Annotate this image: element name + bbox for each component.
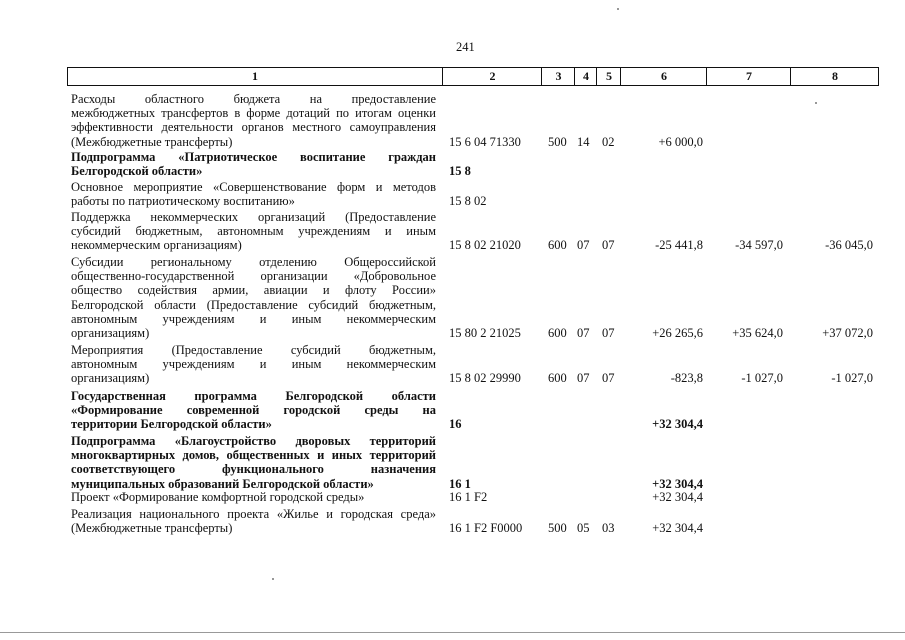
row-name-line: (Межбюджетные трансферты): [71, 134, 233, 149]
row-name-line: работы по патриотическому воспитанию»: [71, 194, 295, 209]
header-col-5: 5: [596, 68, 621, 85]
row-name: [71, 490, 436, 504]
row-code: 15 8 02 21020: [449, 238, 521, 253]
header-col-1: 1: [252, 69, 258, 83]
row-name-line: общественно-государственной организации «Добровольное: [71, 269, 436, 284]
row-name-line: Расходы областного бюджета на предоставление: [71, 92, 436, 106]
page-bottom-edge: [0, 632, 905, 633]
row-name-line: соответствующего функционального назначения: [71, 462, 436, 477]
row-name: [71, 150, 436, 178]
row-c8: -1 027,0: [831, 371, 873, 386]
row-c5: 02: [602, 134, 615, 149]
row-name-line: Основное мероприятие «Совершенствование форм и методов: [71, 180, 436, 194]
row-c7: -34 597,0: [735, 238, 783, 253]
row-c5: 07: [602, 326, 615, 340]
row-name-line: Поддержка некоммерческих организаций (Предоставление: [71, 210, 436, 224]
row-name-line: межбюджетных трансфертов в форме дотаций по итогам оценки: [71, 106, 436, 121]
scan-speck: [617, 8, 619, 10]
row-name-line: Проект «Формирование комфортной городской среды»: [71, 490, 365, 504]
row-c4: 14: [577, 134, 590, 149]
row-c7: +35 624,0: [732, 326, 783, 340]
row-name-line: Подпрограмма «Патриотическое воспитание граждан: [71, 150, 436, 164]
row-c6: +32 304,4: [652, 476, 703, 491]
row-c3: 600: [548, 238, 567, 253]
row-code: 15 8: [449, 164, 471, 179]
row-name-line: организациям): [71, 371, 150, 386]
row-c3: 500: [548, 521, 567, 536]
row-c3: 500: [548, 134, 567, 149]
row-name: [71, 255, 436, 340]
row-name-line: Мероприятия (Предоставление субсидий бюджетным,: [71, 343, 436, 357]
row-name-line: Подпрограмма «Благоустройство дворовых территорий: [71, 434, 436, 448]
row-code: 15 6 04 71330: [449, 134, 521, 149]
row-name: [71, 210, 436, 253]
header-col-8: 8: [790, 68, 879, 85]
row-name-line: Субсидии региональному отделению Общероссийской: [71, 255, 436, 269]
row-name: [71, 389, 436, 432]
row-c6: +6 000,0: [658, 134, 703, 149]
row-name: [71, 180, 436, 208]
row-name-line: некоммерческим организациям): [71, 238, 242, 253]
row-name-line: многоквартирных домов, общественных и иных территорий: [71, 448, 436, 463]
row-c5: 07: [602, 238, 615, 253]
row-c6: +26 265,6: [652, 326, 703, 340]
row-c4: 07: [577, 371, 590, 386]
row-c4: 07: [577, 326, 590, 340]
row-c8: +37 072,0: [822, 326, 873, 340]
row-name-line: организациям): [71, 326, 150, 341]
scan-speck: [815, 102, 817, 104]
row-name-line: Белгородской области»: [71, 164, 203, 179]
row-name-line: субсидий бюджетным, автономным учреждениям и иным: [71, 224, 436, 239]
row-c7: -1 027,0: [741, 371, 783, 386]
header-col-7: 7: [706, 68, 791, 85]
row-c3: 600: [548, 326, 567, 340]
row-name-line: «Формирование современной городской среды на: [71, 403, 436, 418]
row-c4: 05: [577, 521, 590, 536]
row-name-line: автономным учреждениям и иным некоммерческим: [71, 311, 436, 326]
row-code: 16: [449, 417, 462, 432]
row-c4: 07: [577, 238, 590, 253]
row-code: 15 8 02: [449, 194, 487, 209]
row-name: [71, 434, 436, 491]
row-name-line: Белгородской области (Предоставление субсидий бюджетным,: [71, 297, 436, 312]
row-name-line: (Межбюджетные трансферты): [71, 521, 233, 536]
header-col-3: 3: [541, 68, 575, 85]
row-code: 16 1 F2: [449, 490, 488, 504]
row-name-line: Государственная программа Белгородской области: [71, 389, 436, 403]
row-name-line: эффективности деятельности органов местного самоуправления: [71, 120, 436, 135]
header-col-2: 2: [442, 68, 542, 85]
row-code: 16 1: [449, 476, 471, 491]
row-c5: 07: [602, 371, 615, 386]
row-c6: +32 304,4: [652, 490, 703, 504]
header-col-4: 4: [574, 68, 597, 85]
row-code: 15 8 02 29990: [449, 371, 521, 386]
row-c5: 03: [602, 521, 615, 536]
row-c6: -25 441,8: [655, 238, 703, 253]
row-c6: +32 304,4: [652, 521, 703, 536]
scan-speck: [272, 578, 274, 580]
row-c6: +32 304,4: [652, 417, 703, 432]
row-c6: -823,8: [670, 371, 703, 386]
row-name-line: Реализация национального проекта «Жилье и городская среда»: [71, 507, 436, 521]
row-c8: -36 045,0: [825, 238, 873, 253]
row-name-line: территории Белгородской области»: [71, 417, 272, 432]
row-name-line: муниципальных образований Белгородской области»: [71, 476, 374, 491]
row-c3: 600: [548, 371, 567, 386]
page-number: 241: [456, 40, 475, 54]
row-name-line: автономным учреждениям и иным некоммерческим: [71, 357, 436, 372]
row-name: [71, 507, 436, 535]
row-name-line: общество содействия армии, авиации и флоту России»: [71, 283, 436, 298]
row-code: 15 80 2 21025: [449, 326, 521, 340]
header-col-6: 6: [620, 68, 707, 85]
row-code: 16 1 F2 F0000: [449, 521, 523, 536]
row-name: [71, 92, 436, 149]
table-header: [67, 67, 879, 86]
row-name: [71, 343, 436, 386]
